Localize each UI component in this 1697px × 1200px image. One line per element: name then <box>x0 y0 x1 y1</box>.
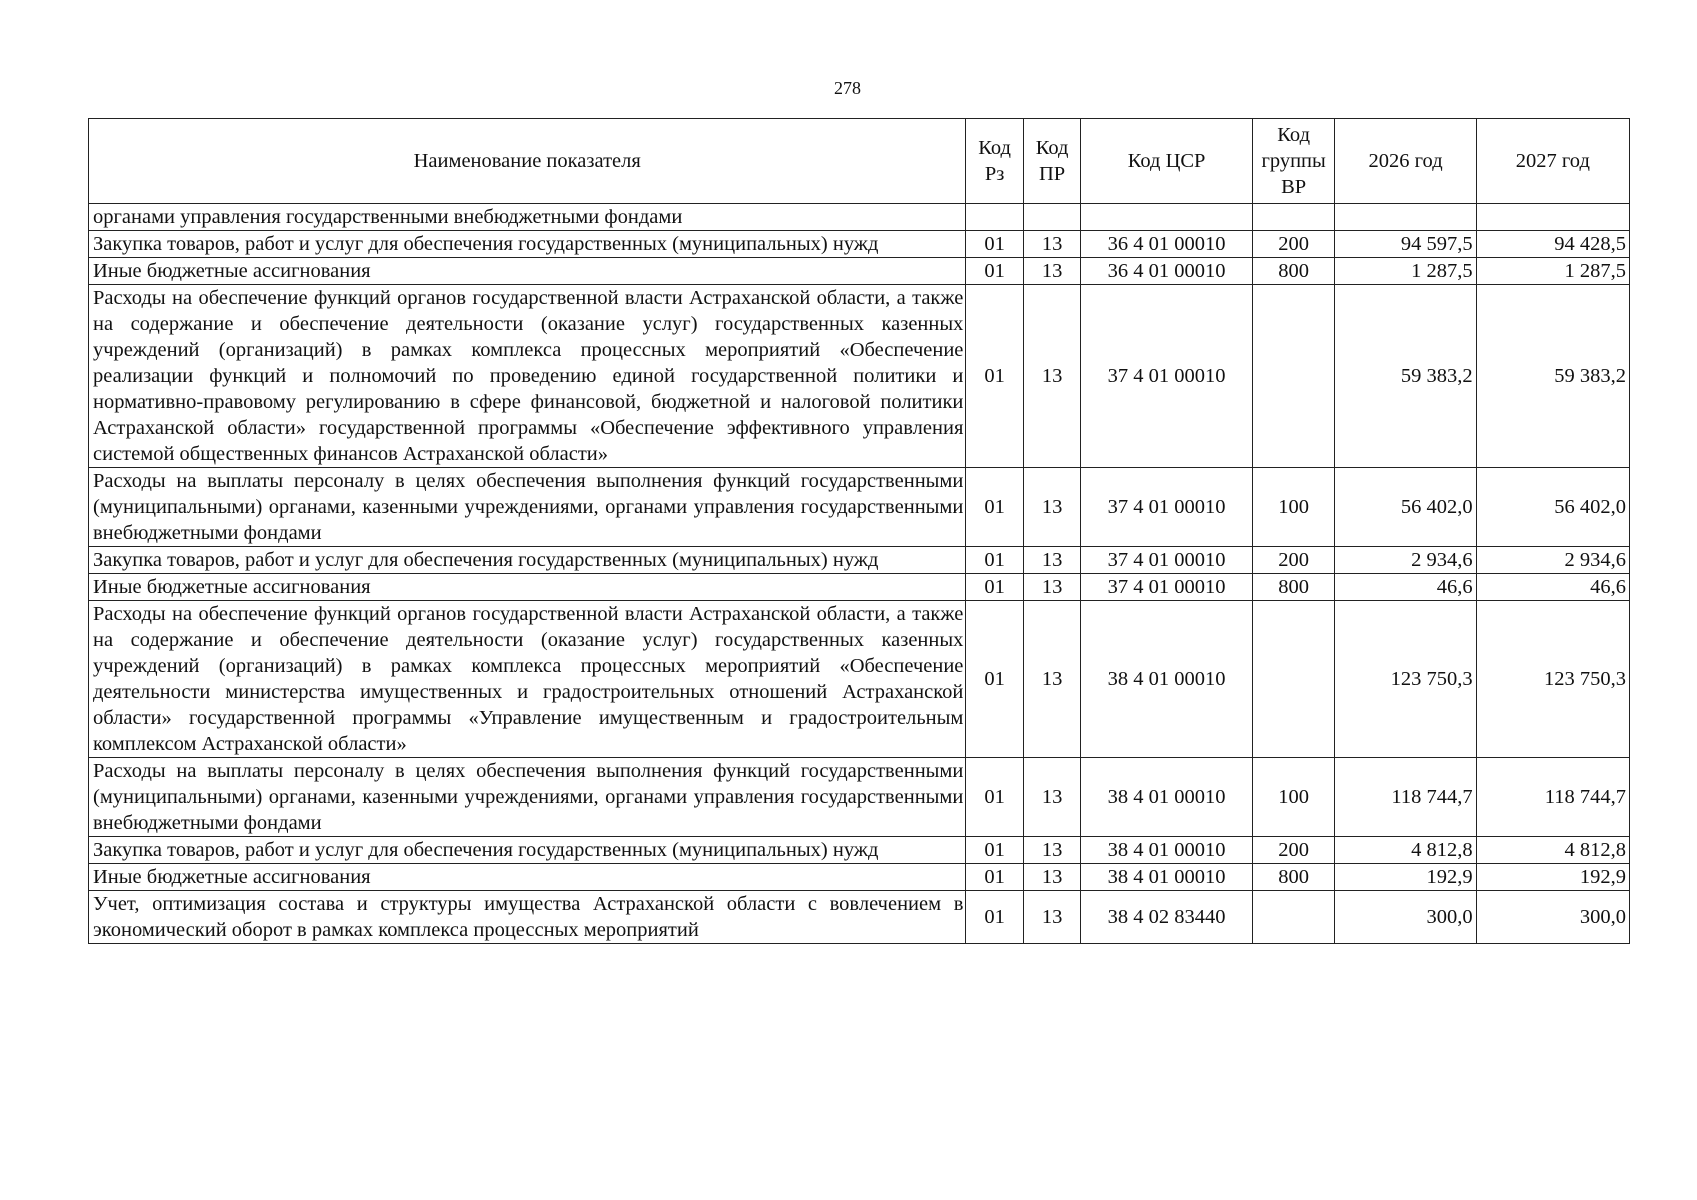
cell-2027: 123 750,3 <box>1476 601 1629 758</box>
table-row <box>89 891 1630 944</box>
cell-pr: 13 <box>1023 601 1080 758</box>
header-2026: 2026 год <box>1335 119 1476 204</box>
cell-name: Иные бюджетные ассигнования <box>89 574 966 601</box>
header-row <box>89 119 1630 204</box>
cell-csr: 37 4 01 00010 <box>1081 547 1252 574</box>
cell-rz: 01 <box>966 285 1023 468</box>
cell-rz <box>966 204 1023 231</box>
cell-name: Расходы на обеспечение функций органов государственной власти Астраханской области, а также на содержание и обеспечение деятельности (оказание услуг) государственных казенных учреждений (организаций) в рамках комплекса процессных мероприятий «Обеспечение реализации функций и полномочий по проведению единой государственной политики и нормативно-правовому регулированию в сфере финансовой, бюджетной и налоговой политики Астраханской области» государственной программы «Обеспечение эффективного управления системой общественных финансов Астраханской области» <box>89 285 966 468</box>
cell-2026: 118 744,7 <box>1335 758 1476 837</box>
budget-table-container <box>88 118 1630 944</box>
cell-pr: 13 <box>1023 468 1080 547</box>
table-row <box>89 574 1630 601</box>
table-row <box>89 547 1630 574</box>
cell-rz: 01 <box>966 574 1023 601</box>
cell-vr: 800 <box>1252 258 1335 285</box>
cell-vr: 800 <box>1252 864 1335 891</box>
cell-2026: 2 934,6 <box>1335 547 1476 574</box>
cell-csr: 36 4 01 00010 <box>1081 231 1252 258</box>
cell-pr: 13 <box>1023 574 1080 601</box>
cell-rz: 01 <box>966 758 1023 837</box>
cell-vr <box>1252 204 1335 231</box>
table-row <box>89 285 1630 468</box>
cell-2026: 1 287,5 <box>1335 258 1476 285</box>
cell-2027: 46,6 <box>1476 574 1629 601</box>
cell-csr: 38 4 01 00010 <box>1081 837 1252 864</box>
cell-2026: 192,9 <box>1335 864 1476 891</box>
cell-vr: 200 <box>1252 231 1335 258</box>
cell-csr: 38 4 01 00010 <box>1081 758 1252 837</box>
table-row <box>89 231 1630 258</box>
table-row <box>89 864 1630 891</box>
cell-pr: 13 <box>1023 547 1080 574</box>
cell-csr: 38 4 01 00010 <box>1081 601 1252 758</box>
cell-vr: 800 <box>1252 574 1335 601</box>
cell-vr <box>1252 285 1335 468</box>
cell-rz: 01 <box>966 864 1023 891</box>
table-header <box>89 119 1630 204</box>
cell-csr: 38 4 02 83440 <box>1081 891 1252 944</box>
cell-csr: 38 4 01 00010 <box>1081 864 1252 891</box>
cell-csr: 37 4 01 00010 <box>1081 285 1252 468</box>
cell-rz: 01 <box>966 547 1023 574</box>
cell-vr <box>1252 891 1335 944</box>
header-csr: Код ЦСР <box>1081 119 1252 204</box>
cell-pr: 13 <box>1023 864 1080 891</box>
cell-name: Расходы на выплаты персоналу в целях обеспечения выполнения функций государственными (муниципальными) органами, казенными учреждениями, органами управления государственными внебюджетными фондами <box>89 758 966 837</box>
cell-2027: 56 402,0 <box>1476 468 1629 547</box>
cell-vr: 200 <box>1252 547 1335 574</box>
cell-rz: 01 <box>966 468 1023 547</box>
cell-name: Расходы на выплаты персоналу в целях обеспечения выполнения функций государственными (муниципальными) органами, казенными учреждениями, органами управления государственными внебюджетными фондами <box>89 468 966 547</box>
cell-name: Закупка товаров, работ и услуг для обеспечения государственных (муниципальных) нужд <box>89 547 966 574</box>
cell-vr: 100 <box>1252 758 1335 837</box>
cell-csr: 37 4 01 00010 <box>1081 468 1252 547</box>
cell-2026: 300,0 <box>1335 891 1476 944</box>
cell-2027: 59 383,2 <box>1476 285 1629 468</box>
header-pr: Код ПР <box>1023 119 1080 204</box>
cell-vr <box>1252 601 1335 758</box>
cell-2027: 192,9 <box>1476 864 1629 891</box>
cell-rz: 01 <box>966 231 1023 258</box>
header-2027: 2027 год <box>1476 119 1629 204</box>
cell-name: Учет, оптимизация состава и структуры имущества Астраханской области с вовлечением в экономический оборот в рамках комплекса процессных мероприятий <box>89 891 966 944</box>
cell-2027: 4 812,8 <box>1476 837 1629 864</box>
cell-rz: 01 <box>966 601 1023 758</box>
cell-2027: 2 934,6 <box>1476 547 1629 574</box>
budget-table <box>88 118 1630 944</box>
cell-2026: 94 597,5 <box>1335 231 1476 258</box>
cell-name: Иные бюджетные ассигнования <box>89 258 966 285</box>
cell-pr <box>1023 204 1080 231</box>
cell-2027 <box>1476 204 1629 231</box>
cell-rz: 01 <box>966 837 1023 864</box>
cell-2027: 118 744,7 <box>1476 758 1629 837</box>
cell-2026 <box>1335 204 1476 231</box>
table-row <box>89 601 1630 758</box>
table-row <box>89 837 1630 864</box>
cell-name: Закупка товаров, работ и услуг для обеспечения государственных (муниципальных) нужд <box>89 837 966 864</box>
page-number: 278 <box>834 78 861 98</box>
cell-rz: 01 <box>966 258 1023 285</box>
cell-2027: 300,0 <box>1476 891 1629 944</box>
cell-pr: 13 <box>1023 231 1080 258</box>
header-name: Наименование показателя <box>89 119 966 204</box>
cell-pr: 13 <box>1023 258 1080 285</box>
cell-2027: 1 287,5 <box>1476 258 1629 285</box>
cell-name: органами управления государственными внебюджетными фондами <box>89 204 966 231</box>
cell-csr: 36 4 01 00010 <box>1081 258 1252 285</box>
cell-pr: 13 <box>1023 837 1080 864</box>
cell-pr: 13 <box>1023 758 1080 837</box>
cell-vr: 100 <box>1252 468 1335 547</box>
cell-csr: 37 4 01 00010 <box>1081 574 1252 601</box>
cell-2026: 59 383,2 <box>1335 285 1476 468</box>
cell-name: Закупка товаров, работ и услуг для обеспечения государственных (муниципальных) нужд <box>89 231 966 258</box>
cell-csr <box>1081 204 1252 231</box>
header-vr: Код группы ВР <box>1252 119 1335 204</box>
table-row <box>89 758 1630 837</box>
cell-2026: 123 750,3 <box>1335 601 1476 758</box>
table-body <box>89 204 1630 944</box>
cell-rz: 01 <box>966 891 1023 944</box>
table-row <box>89 258 1630 285</box>
cell-2026: 4 812,8 <box>1335 837 1476 864</box>
cell-name: Расходы на обеспечение функций органов государственной власти Астраханской области, а также на содержание и обеспечение деятельности (оказание услуг) государственных казенных учреждений (организаций) в рамках комплекса процессных мероприятий «Обеспечение деятельности министерства имущественных и градостроительных отношений Астраханской области» государственной программы «Управление имущественным и градостроительным комплексом Астраханской области» <box>89 601 966 758</box>
cell-pr: 13 <box>1023 285 1080 468</box>
cell-2026: 56 402,0 <box>1335 468 1476 547</box>
header-rz: Код Рз <box>966 119 1023 204</box>
cell-vr: 200 <box>1252 837 1335 864</box>
cell-2026: 46,6 <box>1335 574 1476 601</box>
cell-2027: 94 428,5 <box>1476 231 1629 258</box>
cell-pr: 13 <box>1023 891 1080 944</box>
table-row <box>89 204 1630 231</box>
cell-name: Иные бюджетные ассигнования <box>89 864 966 891</box>
table-row <box>89 468 1630 547</box>
